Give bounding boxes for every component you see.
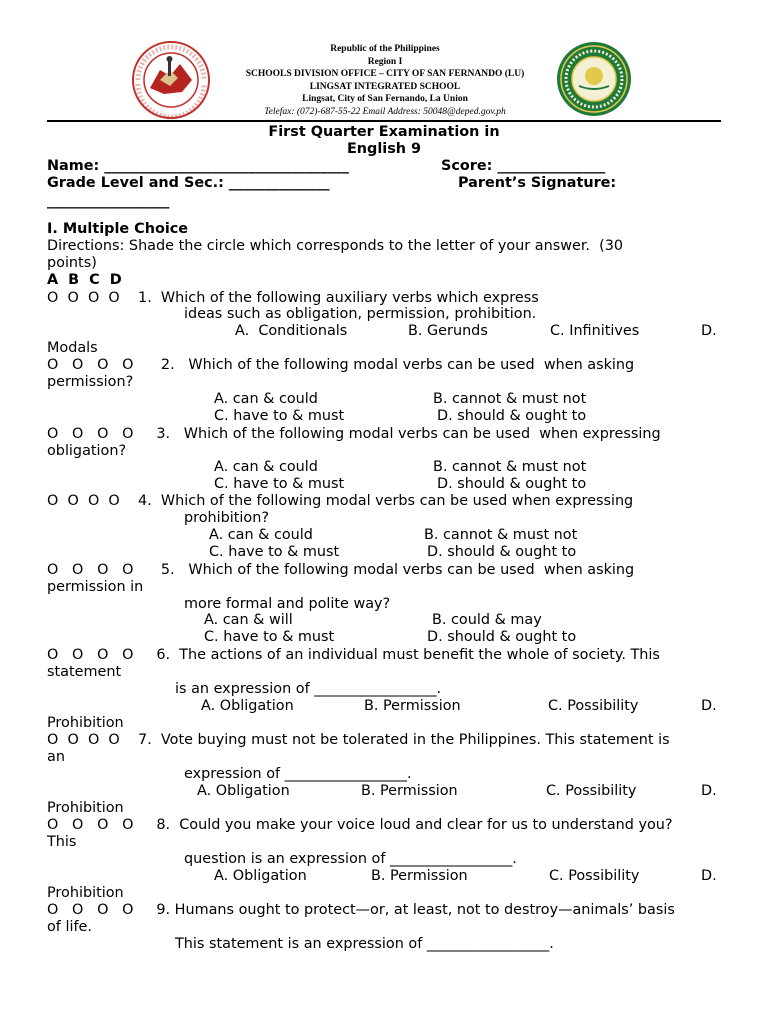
header-line-2: Region I bbox=[367, 56, 403, 67]
q8-option-d-text: Prohibition bbox=[47, 885, 124, 901]
header-line-6: Telefax: (072)-687-55-22 Email Address: 50048@deped.gov.ph bbox=[264, 106, 506, 117]
question-6: O O O O 6. The actions of an individual must benefit the whole of society. This bbox=[47, 647, 660, 663]
q1-option-b: B. Gerunds bbox=[408, 323, 488, 339]
question-9-cont-2: This statement is an expression of _________________. bbox=[175, 936, 554, 952]
q2-option-a: A. can & could bbox=[214, 391, 318, 407]
letterhead bbox=[220, 43, 550, 119]
q3-option-d: D. should & ought to bbox=[437, 476, 587, 492]
question-9-cont: of life. bbox=[47, 919, 92, 935]
directions-line-2: points) bbox=[47, 255, 97, 271]
q3-option-c: C. have to & must bbox=[214, 476, 345, 492]
q1-option-a: A. Conditionals bbox=[235, 323, 348, 339]
question-6-cont: statement bbox=[47, 664, 122, 680]
exam-subject: English 9 bbox=[346, 141, 422, 157]
header-line-5: Lingsat, City of San Fernando, La Union bbox=[302, 94, 468, 105]
question-9: O O O O 9. Humans ought to protect—or, at least, not to destroy—animals’ basis bbox=[47, 902, 675, 918]
q5-option-c: C. have to & must bbox=[204, 629, 335, 645]
q8-option-a: A. Obligation bbox=[214, 868, 307, 884]
q3-option-b: B. cannot & must not bbox=[433, 459, 587, 475]
q8-option-d: D. bbox=[701, 868, 717, 884]
q5-option-d: D. should & ought to bbox=[427, 629, 577, 645]
question-7: O O O O 7. Vote buying must not be tolerated in the Philippines. This statement is bbox=[47, 732, 670, 748]
q7-option-d: D. bbox=[701, 783, 717, 799]
question-4: O O O O 4. Which of the following modal verbs can be used when expressing bbox=[47, 493, 634, 509]
question-5-cont-2: more formal and polite way? bbox=[184, 596, 391, 612]
section-title: I. Multiple Choice bbox=[47, 221, 189, 237]
q6-option-b: B. Permission bbox=[364, 698, 461, 714]
header-line-3: SCHOOLS DIVISION OFFICE – CITY OF SAN FERNANDO (LU) bbox=[245, 69, 525, 80]
question-2-cont: permission? bbox=[47, 374, 134, 390]
question-4-cont: prohibition? bbox=[184, 510, 269, 526]
score-field: Score: _______________ bbox=[441, 158, 606, 174]
q6-option-a: A. Obligation bbox=[201, 698, 294, 714]
question-7-cont: an bbox=[47, 749, 65, 765]
question-6-cont-2: is an expression of _________________. bbox=[175, 681, 442, 697]
header-line-4: LINGSAT INTEGRATED SCHOOL bbox=[309, 81, 461, 92]
q2-option-b: B. cannot & must not bbox=[433, 391, 587, 407]
directions-line-1: Directions: Shade the circle which corresponds to the letter of your answer. (30 bbox=[47, 238, 624, 254]
parent-signature-label: Parent’s Signature: bbox=[458, 175, 617, 191]
q4-option-d: D. should & ought to bbox=[427, 544, 577, 560]
q4-option-c: C. have to & must bbox=[209, 544, 340, 560]
q1-option-c: C. Infinitives bbox=[550, 323, 640, 339]
question-3-cont: obligation? bbox=[47, 443, 127, 459]
name-field: Name: __________________________________ bbox=[47, 158, 349, 174]
question-1-cont: ideas such as obligation, permission, prohibition. bbox=[184, 306, 537, 322]
lingsat-school-seal bbox=[555, 40, 633, 118]
question-7-cont-2: expression of _________________. bbox=[184, 766, 412, 782]
q5-option-a: A. can & will bbox=[204, 612, 293, 628]
q8-option-b: B. Permission bbox=[371, 868, 468, 884]
q1-option-d: D. bbox=[701, 323, 717, 339]
grade-section-field: Grade Level and Sec.: ______________ bbox=[47, 175, 330, 191]
q5-option-b: B. could & may bbox=[432, 612, 542, 628]
q7-option-d-text: Prohibition bbox=[47, 800, 124, 816]
header-divider bbox=[47, 120, 721, 122]
question-1: O O O O 1. Which of the following auxiliary verbs which express bbox=[47, 290, 539, 306]
question-5-cont: permission in bbox=[47, 579, 144, 595]
q1-option-d-text: Modals bbox=[47, 340, 98, 356]
q8-option-c: C. Possibility bbox=[549, 868, 640, 884]
q6-option-d-text: Prohibition bbox=[47, 715, 124, 731]
header-line-1: Republic of the Philippines bbox=[330, 44, 440, 54]
question-8-cont-2: question is an expression of _________________. bbox=[184, 851, 517, 867]
question-2: O O O O 2. Which of the following modal verbs can be used when asking bbox=[47, 357, 635, 373]
question-3: O O O O 3. Which of the following modal verbs can be used when expressing bbox=[47, 426, 661, 442]
question-8-cont: This bbox=[47, 834, 77, 850]
q6-option-c: C. Possibility bbox=[548, 698, 639, 714]
q7-option-a: A. Obligation bbox=[197, 783, 290, 799]
answer-letters-header: A B C D bbox=[47, 272, 122, 288]
q4-option-a: A. can & could bbox=[209, 527, 313, 543]
city-schools-division-logo bbox=[130, 40, 212, 120]
question-8: O O O O 8. Could you make your voice loud and clear for us to understand you? bbox=[47, 817, 673, 833]
q4-option-b: B. cannot & must not bbox=[424, 527, 578, 543]
q7-option-c: C. Possibility bbox=[546, 783, 637, 799]
q7-option-b: B. Permission bbox=[361, 783, 458, 799]
q2-option-d: D. should & ought to bbox=[437, 408, 587, 424]
q2-option-c: C. have to & must bbox=[214, 408, 345, 424]
parent-signature-line: _________________ bbox=[47, 193, 170, 209]
q6-option-d: D. bbox=[701, 698, 717, 714]
question-5: O O O O 5. Which of the following modal verbs can be used when asking bbox=[47, 562, 635, 578]
q3-option-a: A. can & could bbox=[214, 459, 318, 475]
exam-title: First Quarter Examination in bbox=[268, 124, 500, 140]
